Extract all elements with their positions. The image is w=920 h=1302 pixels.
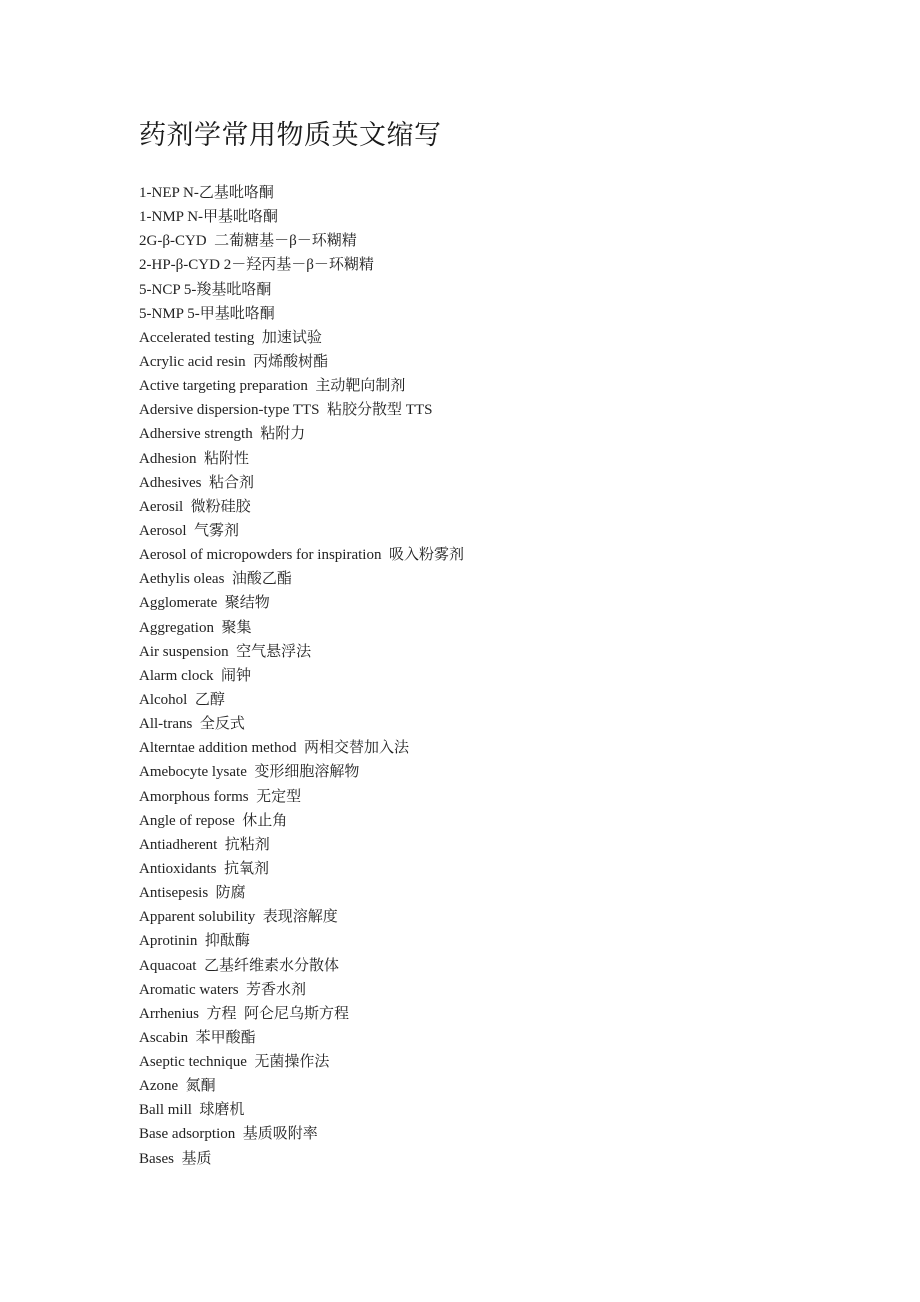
term-entry: Alarm clock 闹钟	[139, 667, 252, 684]
term-entry: 5-NMP 5-甲基吡咯酮	[139, 305, 275, 322]
document-title: 药剂学常用物质英文缩写	[139, 120, 442, 150]
term-entry: Aerosil 微粉硅胶	[139, 498, 251, 515]
term-entry: 2G-β-CYD 二葡糖基－β－环糊精	[139, 233, 357, 250]
term-entry: Accelerated testing 加速试验	[139, 329, 322, 346]
term-entry: Aprotinin 抑酞酶	[139, 933, 250, 950]
term-entry: 5-NCP 5-羧基吡咯酮	[139, 281, 272, 298]
term-entry: Adersive dispersion-type TTS 粘胶分散型 TTS	[139, 402, 433, 419]
term-entry: Angle of repose 休止角	[139, 812, 288, 829]
term-entry: Alcohol 乙醇	[139, 691, 225, 708]
term-entry: Adhesion 粘附性	[139, 450, 249, 467]
term-entry: Aerosol of micropowders for inspiration 吸入粉雾剂	[139, 547, 464, 564]
term-entry: Aquacoat 乙基纤维素水分散体	[139, 957, 339, 974]
term-list	[139, 181, 464, 1171]
term-entry: Active targeting preparation 主动靶向制剂	[139, 378, 406, 395]
term-entry: Aggregation 聚集	[139, 619, 252, 636]
term-entry: Air suspension 空气悬浮法	[139, 643, 312, 660]
term-entry: Acrylic acid resin 丙烯酸树酯	[139, 353, 329, 370]
term-entry: Aerosol 气雾剂	[139, 522, 239, 539]
term-entry: Antioxidants 抗氧剂	[139, 860, 269, 877]
term-entry: Ball mill 球磨机	[139, 1102, 245, 1119]
term-entry: Amorphous forms 无定型	[139, 788, 302, 805]
term-entry: 2-HP-β-CYD 2－羟丙基－β－环糊精	[139, 257, 374, 274]
term-entry: Azone 氮酮	[139, 1078, 216, 1095]
term-entry: Alterntae addition method 两相交替加入法	[139, 740, 409, 757]
term-entry: Base adsorption 基质吸附率	[139, 1126, 318, 1143]
term-entry: Arrhenius 方程 阿仑尼乌斯方程	[139, 1005, 349, 1022]
term-entry: Ascabin 苯甲酸酯	[139, 1029, 256, 1046]
term-entry: Agglomerate 聚结物	[139, 595, 270, 612]
term-entry: 1-NMP N-甲基吡咯酮	[139, 209, 279, 226]
term-entry: Aseptic technique 无菌操作法	[139, 1054, 330, 1071]
term-entry: Adhesives 粘合剂	[139, 474, 254, 491]
term-entry: Adhersive strength 粘附力	[139, 426, 306, 443]
term-entry: Bases 基质	[139, 1150, 212, 1167]
term-entry: Aromatic waters 芳香水剂	[139, 981, 307, 998]
term-entry: Antiadherent 抗粘剂	[139, 836, 270, 853]
term-entry: Apparent solubility 表现溶解度	[139, 909, 338, 926]
term-entry: Amebocyte lysate 变形细胞溶解物	[139, 764, 360, 781]
term-entry: 1-NEP N-乙基吡咯酮	[139, 185, 274, 201]
term-entry: Antisepesis 防腐	[139, 885, 246, 902]
term-entry: All-trans 全反式	[139, 716, 245, 733]
term-entry: Aethylis oleas 油酸乙酯	[139, 571, 292, 588]
